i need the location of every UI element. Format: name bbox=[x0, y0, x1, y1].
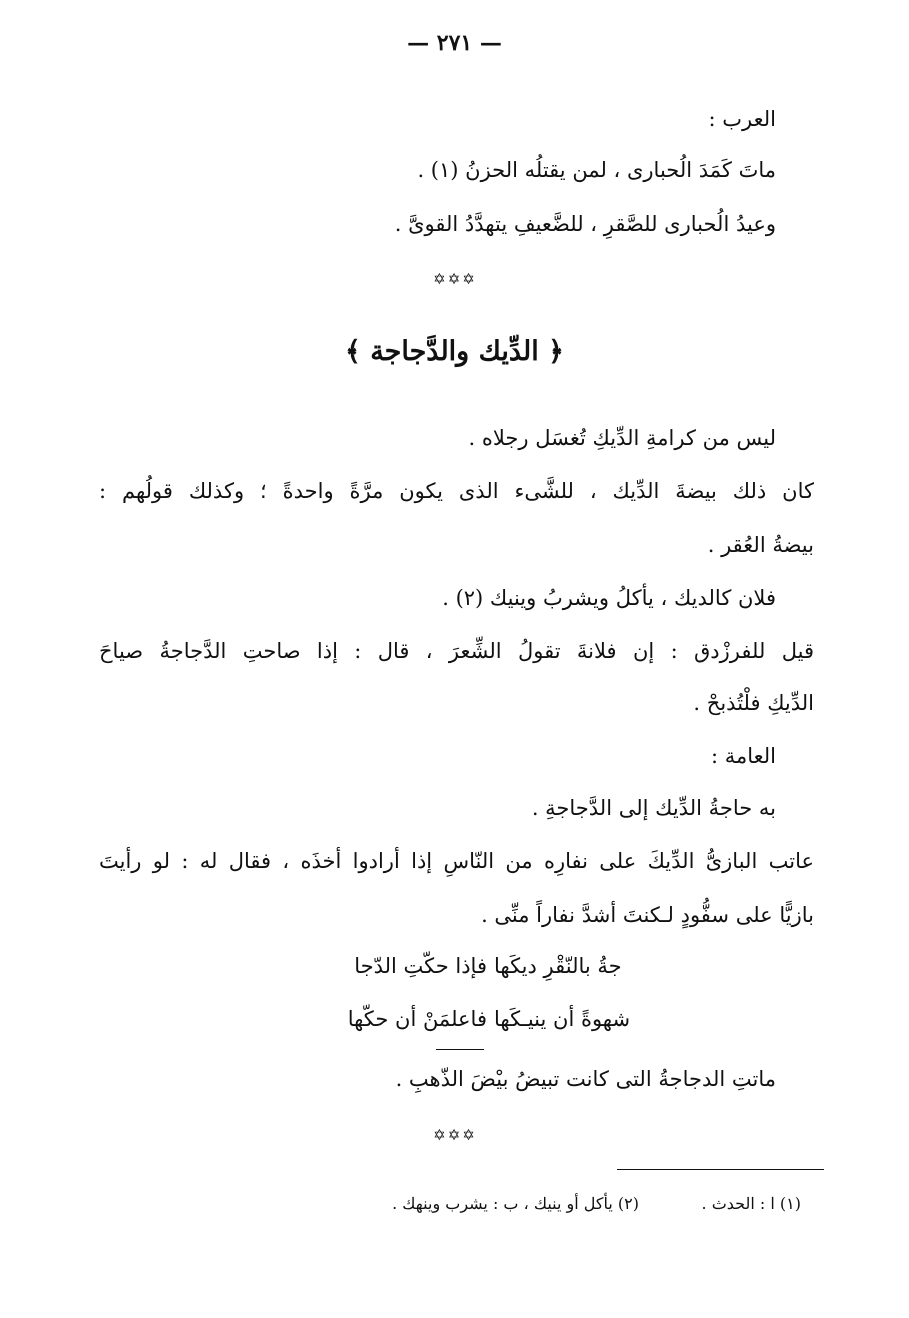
verse-hemistich: جةُ بالنّقْرِ ديكَها bbox=[494, 954, 622, 978]
paragraph-line: بيضةُ العُقر . bbox=[707, 533, 814, 557]
paragraph-line: قيل للفرزْدق : إن فلانةَ تقولُ الشِّعرَ ، قال : إذا صاحتِ الدَّجاجةُ صياحَ bbox=[99, 639, 814, 663]
proverb-line: ماتتِ الدجاجةُ التى كانت تبيضُ بيْضَ الذّهبِ . bbox=[395, 1067, 776, 1091]
paragraph-line: الدِّيكِ فلْتُذبحْ . bbox=[693, 691, 814, 715]
section-label-common: العامة : bbox=[710, 744, 776, 768]
paragraph-line: كان ذلك بيضةَ الدِّيك ، للشَّىء الذى يكون مرَّةً واحدةً ؛ وكذلك قولُهم : bbox=[99, 479, 814, 503]
verse-hemistich: فإذا حكّتِ الدّجا bbox=[354, 954, 487, 978]
verse-hemistich: شهوةً أن ينيـكَها bbox=[494, 1007, 631, 1031]
proverb-line: وعيدُ الُحبارى للصَّقرِ ، للضَّعيفِ يتهدَّدُ القوىَّ . bbox=[394, 212, 776, 236]
separator-stars: ✡✡✡ bbox=[433, 270, 477, 288]
verse-hemistich: فاعلمَنْ أن حكّها bbox=[347, 1007, 487, 1031]
footnote-rule bbox=[617, 1169, 824, 1170]
proverb-line: ليس من كرامةِ الدِّيكِ تُغسَل رجلاه . bbox=[468, 426, 776, 450]
section-heading: ﴿ الدِّيك والدَّجاجة ﴾ bbox=[344, 336, 565, 367]
verse-overline bbox=[436, 1049, 484, 1050]
proverb-line: فلان كالديك ، يأكلُ ويشربُ وينيك (٢) . bbox=[442, 586, 776, 610]
page-number: — ٢٧١ — bbox=[407, 30, 502, 56]
paragraph-line: عاتب البازىُّ الدِّيكَ على نفارِه من النّاسِ إذا أرادوا أخذَه ، فقال له : لو رأيتَ bbox=[99, 849, 814, 873]
separator-stars: ✡✡✡ bbox=[433, 1126, 477, 1144]
proverb-line: ماتَ كَمَدَ الُحبارى ، لمن يقتلُه الحزنُ (١) . bbox=[417, 158, 776, 182]
section-label-arabs: العرب : bbox=[708, 107, 776, 131]
proverb-line: به حاجةُ الدِّيك إلى الدَّجاجةِ . bbox=[531, 796, 776, 820]
footnote-1: (١) ا : الحدث . bbox=[701, 1194, 801, 1213]
footnote-2: (٢) يأكل أو ينيك ، ب : يشرب وينهك . bbox=[392, 1194, 639, 1213]
paragraph-line: بازيًّا على سفُّودٍ لـكنتَ أشدَّ نفاراً منِّى . bbox=[481, 903, 814, 927]
